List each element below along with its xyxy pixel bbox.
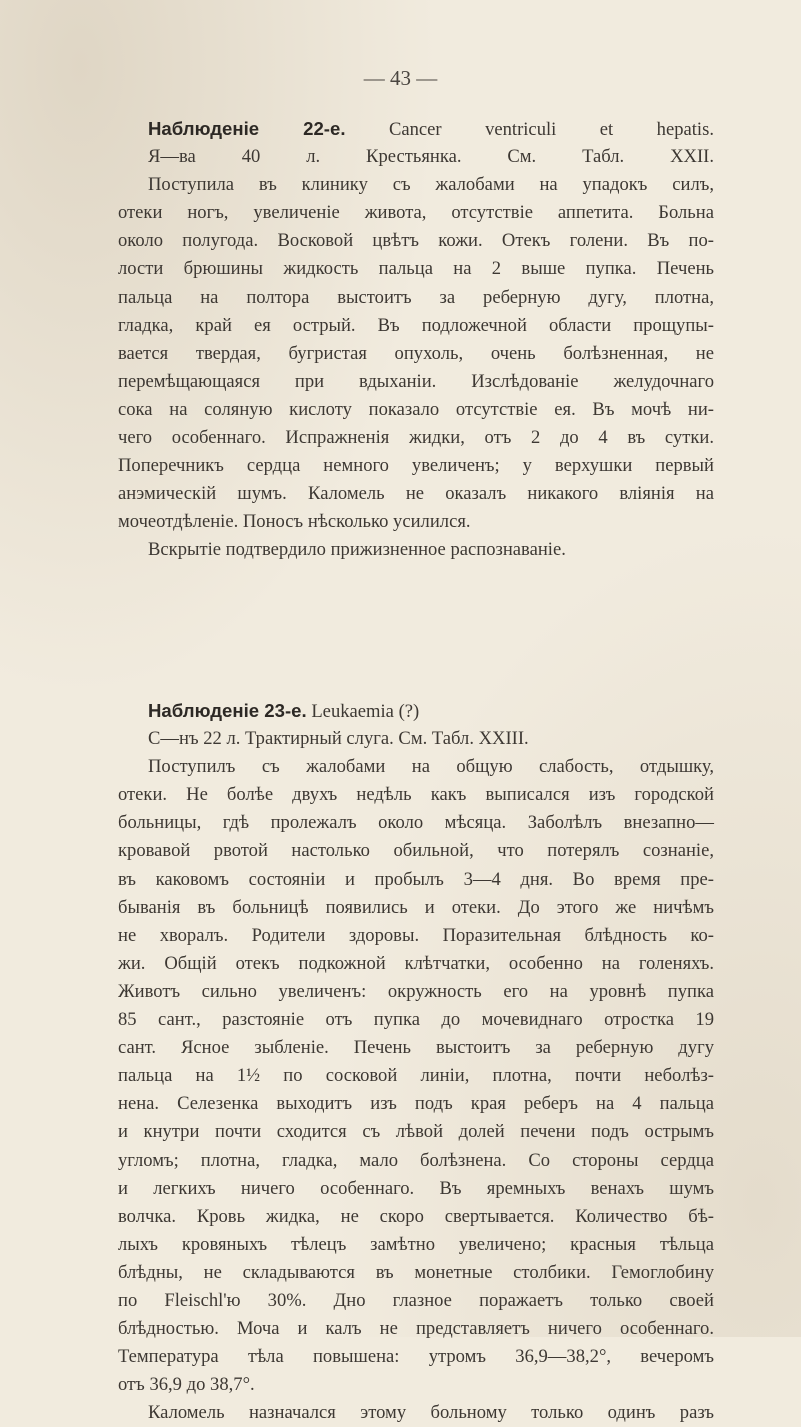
text-line: Я—ва 40 л. Крестьянка. См. Табл. XXII. (148, 146, 714, 168)
text-line: гладка, край ея острый. Въ подложечной области прощупы- (118, 314, 714, 336)
text-line: и легкихъ ничего особеннаго. Въ яремныхъ венахъ шумъ (118, 1177, 714, 1199)
text-line: лыхъ кровяныхъ тѣлецъ замѣтно увеличено; красныя тѣльца (118, 1233, 714, 1255)
observation-heading (118, 115, 714, 143)
text-line: перемѣщающаяся при вдыханіи. Изслѣдованіе желудочнаго (118, 370, 714, 392)
text-line: анэмическій шумъ. Каломель не оказалъ никакого вліянія на (118, 483, 714, 505)
page-number: — 43 — (363, 66, 438, 90)
text-line: волчка. Кровь жидка, не скоро свертывается. Количество бѣ- (118, 1205, 714, 1227)
text-line: мочеотдѣленіе. Поносъ нѣсколько усилился. (118, 511, 471, 533)
text-line: пальца на полтора выстоитъ за реберную дугу, плотна, (118, 286, 714, 308)
text-line: С—нъ 22 л. Трактирный слуга. См. Табл. XXIII. (148, 728, 529, 750)
observation-23 (118, 697, 714, 1427)
text-line: пальца на 1½ по сосковой линіи, плотна, почти неболѣз- (118, 1065, 714, 1087)
text-line: Температура тѣла повышена: утромъ 36,9—38,2°, вечеромъ (118, 1346, 714, 1368)
text-line: Каломель назначался этому больному только одинъ разъ (148, 1402, 714, 1424)
text-line: жи. Общій отекъ подкожной клѣтчатки, особенно на голеняхъ. (118, 952, 714, 974)
heading-label: Наблюденіе 22-е. (148, 118, 346, 139)
text-line: быванія въ больницѣ появились и отеки. До этого же ничѣмъ (118, 896, 714, 918)
heading-diagnosis: Leukaemia (?) (311, 701, 420, 722)
text-line: отъ 36,9 до 38,7°. (118, 1374, 255, 1396)
text-line: Поступилъ съ жалобами на общую слабость, отдышку, (148, 756, 714, 778)
text-line: больницы, гдѣ пролежалъ около мѣсяца. Заболѣлъ внезапно— (118, 812, 714, 834)
text-line: Поперечникъ сердца немного увеличенъ; у верхушки первый (118, 455, 714, 477)
text-line: угломъ; плотна, гладка, мало болѣзнена. Со стороны сердца (118, 1149, 714, 1171)
text-line: Животъ сильно увеличенъ: окружность его на уровнѣ пупка (118, 980, 714, 1002)
text-line: Поступила въ клинику съ жалобами на упадокъ силъ, (148, 174, 714, 196)
text-line: около полугода. Восковой цвѣтъ кожи. Отекъ голени. Въ по- (118, 230, 714, 252)
text-line: сант. Ясное зыбленіе. Печень выстоитъ за реберную дугу (118, 1037, 714, 1059)
text-line: нена. Селезенка выходитъ изъ подъ края реберъ на 4 пальца (118, 1093, 714, 1115)
text-line: 85 сант., разстояніе отъ пупка до мочевиднаго отростка 19 (118, 1009, 714, 1031)
text-line: блѣдностью. Моча и калъ не представляетъ ничего особеннаго. (118, 1318, 714, 1340)
text-line: и кнутри почти сходится съ лѣвой долей печени подъ острымъ (118, 1121, 714, 1143)
text-line: блѣдны, не складываются въ монетные столбики. Гемоглобину (118, 1261, 714, 1283)
observation-heading (118, 697, 714, 725)
heading-diagnosis: Cancer ventriculi et hepatis. (388, 119, 714, 140)
text-line: отеки ногъ, увеличеніе живота, отсутствіе аппетита. Больна (118, 202, 714, 224)
text-line: вается твердая, бугристая опухоль, очень болѣзненная, не (118, 342, 714, 364)
text-line: по Fleischl'ю 30%. Дно глазное поражаетъ только своей (118, 1289, 714, 1311)
text-line: не хворалъ. Родители здоровы. Поразительная блѣдность ко- (118, 924, 714, 946)
text-line: отеки. Не болѣе двухъ недѣль какъ выписался изъ городской (118, 784, 714, 806)
text-line: сока на соляную кислоту показало отсутствіе ея. Въ мочѣ ни- (118, 398, 714, 420)
observation-22 (118, 115, 714, 565)
text-line: кровавой рвотой настолько обильной, что потерялъ сознаніе, (118, 840, 714, 862)
text-line: лости брюшины жидкость пальца на 2 выше пупка. Печень (118, 258, 714, 280)
text-line: Вскрытіе подтвердило прижизненное распознаваніе. (148, 539, 566, 561)
text-line: въ каковомъ состояніи и пробылъ 3—4 дня. Во время пре- (118, 868, 714, 890)
text-line: чего особеннаго. Испражненія жидки, отъ 2 до 4 въ сутки. (118, 427, 714, 449)
heading-label: Наблюденіе 23-е. (148, 700, 307, 721)
